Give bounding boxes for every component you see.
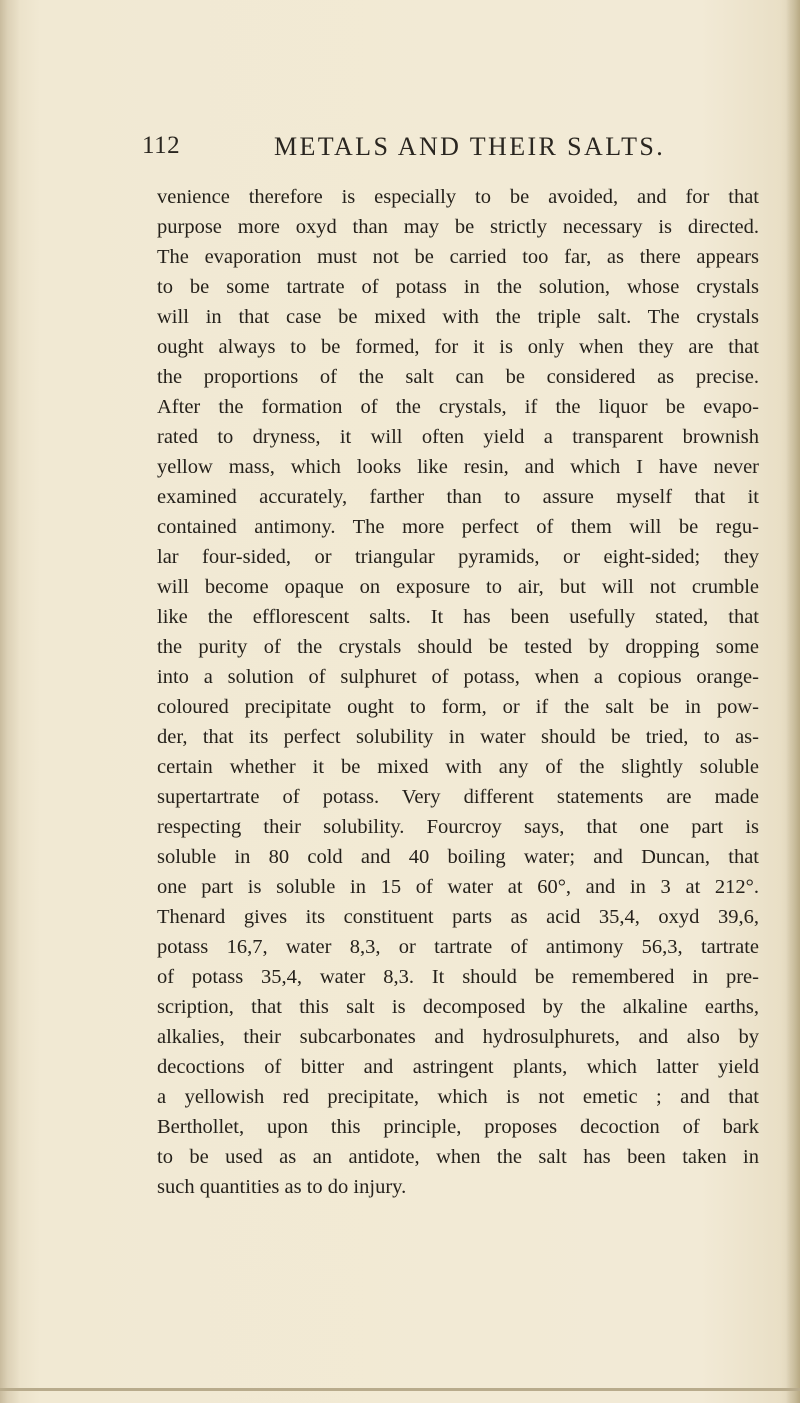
text-line: decoctions of bitter and astringent plants, which latter yield [157, 1056, 759, 1078]
text-line: to be used as an antidote, when the salt has been taken in [157, 1146, 759, 1168]
page-right-edge [786, 0, 800, 1403]
text-line: Thenard gives its constituent parts as acid 35,4, oxyd 39,6, [157, 906, 759, 928]
text-line: ought always to be formed, for it is only when they are that [157, 336, 759, 358]
text-line: purpose more oxyd than may be strictly necessary is directed. [157, 216, 759, 238]
text-line: alkalies, their subcarbonates and hydrosulphurets, and also by [157, 1026, 759, 1048]
text-line: After the formation of the crystals, if the liquor be evapo- [157, 396, 759, 418]
text-line: supertartrate of potass. Very different statements are made [157, 786, 759, 808]
text-line: a yellowish red precipitate, which is not emetic ; and that [157, 1086, 759, 1108]
text-line: potass 16,7, water 8,3, or tartrate of antimony 56,3, tartrate [157, 936, 759, 958]
text-line: will become opaque on exposure to air, but will not crumble [157, 576, 759, 598]
page-left-edge [0, 0, 20, 1403]
page-bottom-rule [0, 1388, 800, 1391]
page-header [142, 132, 702, 168]
text-line: The evaporation must not be carried too far, as there appears [157, 246, 759, 268]
running-head: METALS AND THEIR SALTS. [274, 132, 666, 161]
page-number: 112 [142, 132, 181, 159]
text-line: such quantities as to do injury. [157, 1176, 407, 1198]
text-line: respecting their solubility. Fourcroy says, that one part is [157, 816, 759, 838]
text-line: lar four-sided, or triangular pyramids, or eight-sided; they [157, 546, 759, 568]
text-line: Berthollet, upon this principle, proposes decoction of bark [157, 1116, 759, 1138]
text-line: rated to dryness, it will often yield a transparent brownish [157, 426, 759, 448]
text-line: venience therefore is especially to be avoided, and for that [157, 186, 759, 208]
text-line: scription, that this salt is decomposed by the alkaline earths, [157, 996, 759, 1018]
text-line: will in that case be mixed with the triple salt. The crystals [157, 306, 759, 328]
text-line: into a solution of sulphuret of potass, when a copious orange- [157, 666, 759, 688]
text-line: to be some tartrate of potass in the solution, whose crystals [157, 276, 759, 298]
text-line: examined accurately, farther than to assure myself that it [157, 486, 759, 508]
text-line: one part is soluble in 15 of water at 60°, and in 3 at 212°. [157, 876, 759, 898]
text-line: certain whether it be mixed with any of the slightly soluble [157, 756, 759, 778]
text-line: the purity of the crystals should be tested by dropping some [157, 636, 759, 658]
text-line: der, that its perfect solubility in water should be tried, to as- [157, 726, 759, 748]
body-text [157, 182, 759, 1202]
text-line: contained antimony. The more perfect of them will be regu- [157, 516, 759, 538]
text-line: of potass 35,4, water 8,3. It should be remembered in pre- [157, 966, 759, 988]
text-line: like the efflorescent salts. It has been usefully stated, that [157, 606, 759, 628]
text-line: the proportions of the salt can be considered as precise. [157, 366, 759, 388]
text-line: yellow mass, which looks like resin, and which I have never [157, 456, 759, 478]
text-line: soluble in 80 cold and 40 boiling water; and Duncan, that [157, 846, 759, 868]
text-line: coloured precipitate ought to form, or if the salt be in pow- [157, 696, 759, 718]
